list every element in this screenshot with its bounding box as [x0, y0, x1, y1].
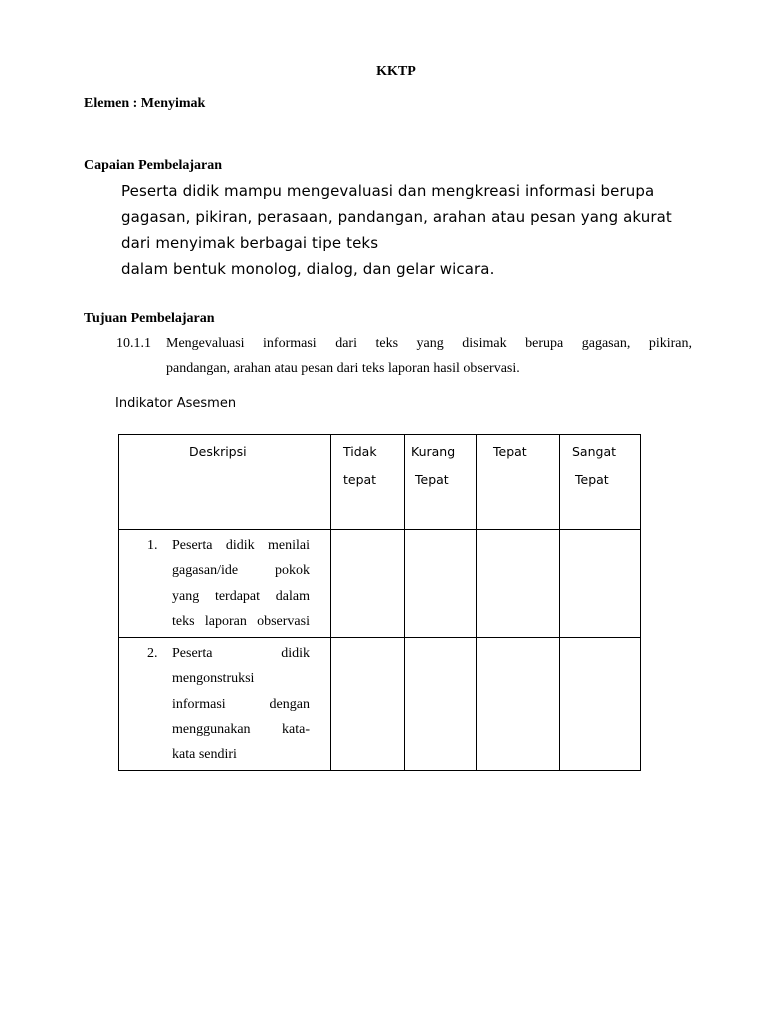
header-deskripsi-cell — [119, 435, 331, 530]
row-description-line: mengonstruksi — [172, 671, 255, 687]
capaian-heading: Capaian Pembelajaran — [84, 158, 223, 173]
header-deskripsi: Deskripsi — [189, 444, 247, 459]
row-description-line: kata sendiri — [172, 747, 237, 763]
capaian-line: Peserta didik mampu mengevaluasi dan mengkreasi informasi berupa — [121, 182, 655, 200]
header-tepat-cell — [477, 435, 560, 530]
rating-cell-kurang-tepat[interactable] — [405, 530, 477, 638]
header-tepat: Tepat — [575, 472, 609, 487]
row-description-line: Peserta didik menilai — [172, 538, 310, 553]
row-description-line: gagasan/ide pokok — [172, 563, 310, 579]
row-description-line: teks laporan observasi — [172, 613, 310, 629]
header-kurang: Kurang — [411, 444, 456, 459]
assessment-table — [118, 434, 641, 771]
row-description-line: Peserta didik — [172, 646, 310, 661]
capaian-line: dalam bentuk monolog, dialog, dan gelar wicara. — [121, 260, 495, 278]
capaian-line: dari menyimak berbagai tipe teks — [121, 234, 379, 252]
tujuan-text-line: pandangan, arahan atau pesan dari teks laporan hasil observasi. — [166, 361, 520, 376]
header-tepat: Tepat — [415, 472, 449, 487]
header-sangat-tepat-cell — [560, 435, 641, 530]
header-kurang-tepat-cell — [405, 435, 477, 530]
elemen-label: Elemen : Menyimak — [84, 96, 206, 111]
header-sangat: Sangat — [572, 444, 617, 459]
rating-cell-tidak-tepat[interactable] — [331, 530, 405, 638]
header-tepat: Tepat — [493, 444, 527, 459]
rating-cell-tepat[interactable] — [477, 638, 560, 771]
tujuan-text-line: Mengevaluasi informasi dari teks yang disimak berupa gagasan, pikiran, — [166, 336, 692, 351]
rating-cell-tidak-tepat[interactable] — [331, 638, 405, 771]
rating-cell-tepat[interactable] — [477, 530, 560, 638]
row-number: 2. — [147, 646, 158, 661]
table-row — [119, 530, 641, 638]
rating-cell-kurang-tepat[interactable] — [405, 638, 477, 771]
tujuan-number: 10.1.1 — [116, 336, 151, 351]
row-description-line: yang terdapat dalam — [172, 588, 310, 604]
row-description-line: menggunakan kata- — [172, 721, 310, 737]
indikator-label: Indikator Asesmen — [115, 396, 237, 411]
rating-cell-sangat-tepat[interactable] — [560, 638, 641, 771]
document-title: KKTP — [376, 64, 416, 79]
row-description — [172, 641, 310, 767]
table-row — [119, 638, 641, 771]
row-description-cell — [119, 638, 331, 771]
tujuan-heading: Tujuan Pembelajaran — [84, 311, 215, 326]
capaian-line: gagasan, pikiran, perasaan, pandangan, arahan atau pesan yang akurat — [121, 208, 672, 226]
header-tidak-tepat-cell — [331, 435, 405, 530]
header-tepat: tepat — [343, 472, 377, 487]
row-description-line: informasi dengan — [172, 696, 310, 712]
row-description — [172, 533, 310, 634]
header-tidak: Tidak — [343, 444, 377, 459]
table-header-row — [119, 435, 641, 530]
row-number: 1. — [147, 538, 158, 553]
rating-cell-sangat-tepat[interactable] — [560, 530, 641, 638]
row-description-cell — [119, 530, 331, 638]
